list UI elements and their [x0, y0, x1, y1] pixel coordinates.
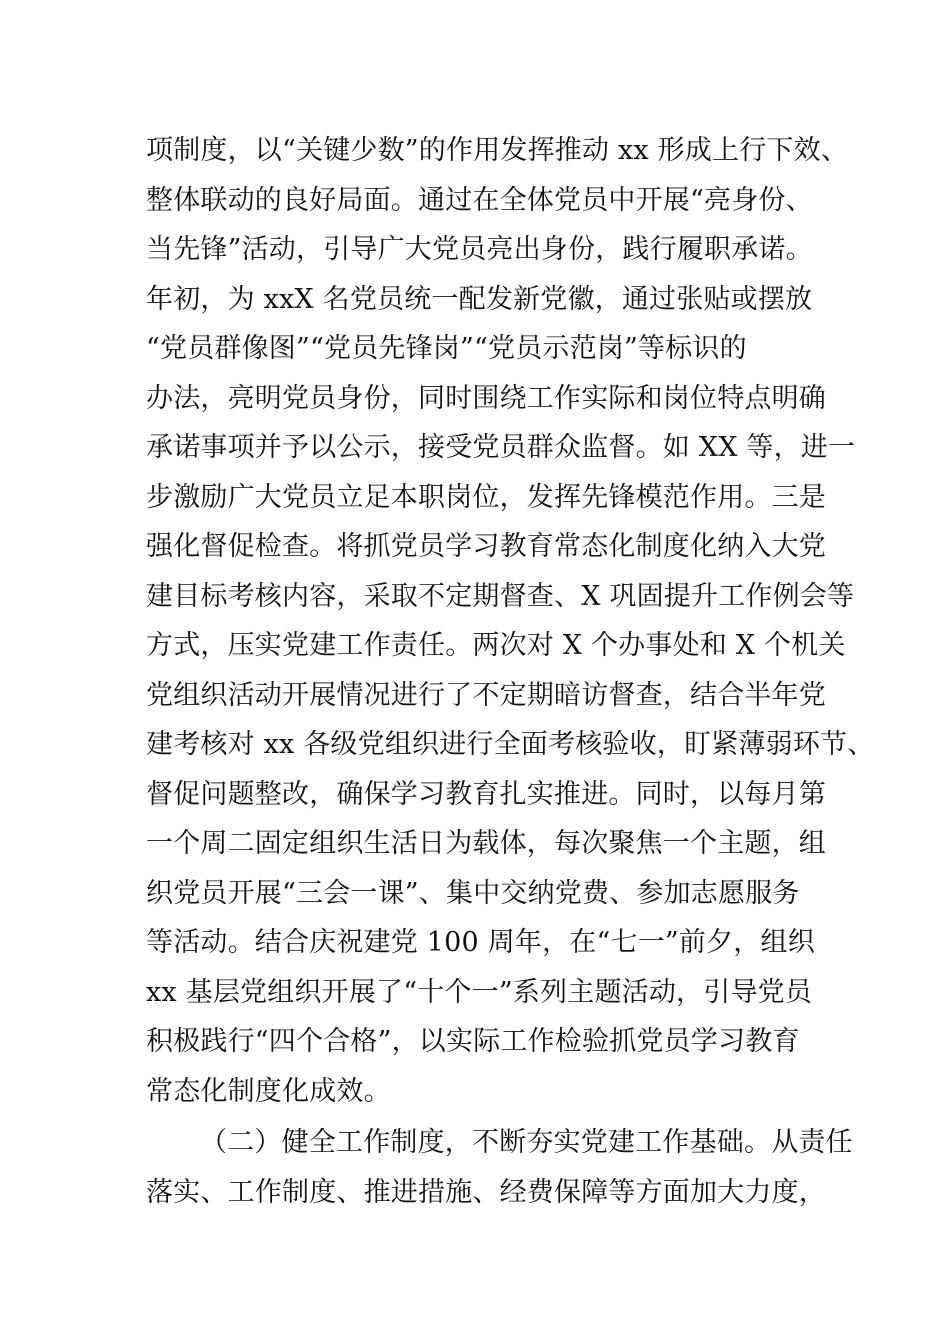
text-line: 强化督促检查。将抓党员学习教育常态化制度化纳入大党 [146, 531, 826, 562]
text-line: 常态化制度化成效。 [146, 1075, 391, 1107]
section-heading-line: （二）健全工作制度，不断夯实党建工作基础。从责任 [200, 1127, 853, 1158]
text-line: 建目标考核内容，采取不定期督查、X 巩固提升工作例会等 [146, 580, 855, 612]
text-line: 督促问题整改，确保学习教育扎实推进。同时，以每月第 [146, 778, 826, 810]
text-line: 一个周二固定组织生活日为载体，每次聚焦一个主题，组 [146, 828, 826, 859]
text-line: 建考核对 xx 各级党组织进行全面考核验收，盯紧薄弱环节、 [146, 729, 875, 760]
text-line: 当先锋”活动，引导广大党员亮出身份，践行履职承诺。 [146, 234, 813, 265]
text-line: 积极践行“四个合格”，以实际工作检验抓党员学习教育 [146, 1026, 800, 1057]
text-line: 落实、工作制度、推进措施、经费保障等方面加大力度， [146, 1176, 826, 1208]
text-line: 织党员开展“三会一课”、集中交纳党费、参加志愿服务 [146, 877, 800, 909]
text-line: 项制度，以“关键少数”的作用发挥推动 xx 形成上行下效、 [146, 135, 849, 166]
body-text [146, 126, 875, 1217]
text-line: 步激励广大党员立足本职岗位，发挥先锋模范作用。三是 [146, 481, 826, 513]
text-line: 党组织活动开展情况进行了不定期暗访督查，结合半年党 [146, 679, 826, 711]
text-line: 方式，压实党建工作责任。两次对 X 个办事处和 X 个机关 [146, 630, 846, 661]
text-line: 年初，为 xxX 名党员统一配发新党徽，通过张贴或摆放 [146, 283, 813, 315]
text-line: xx 基层党组织开展了“十个一”系列主题活动，引导党员 [146, 976, 813, 1008]
text-line: 整体联动的良好局面。通过在全体党员中开展“亮身份、 [146, 184, 813, 216]
text-line: 办法，亮明党员身份，同时围绕工作实际和岗位特点明确 [146, 382, 826, 414]
text-line: 承诺事项并予以公示，接受党员群众监督。如 XX 等，进一 [146, 432, 856, 463]
text-line: “党员群像图”“党员先锋岗”“党员示范岗”等标识的 [146, 333, 747, 364]
text-line: 等活动。结合庆祝建党 100 周年，在“七一”前夕，组织 [146, 927, 815, 958]
